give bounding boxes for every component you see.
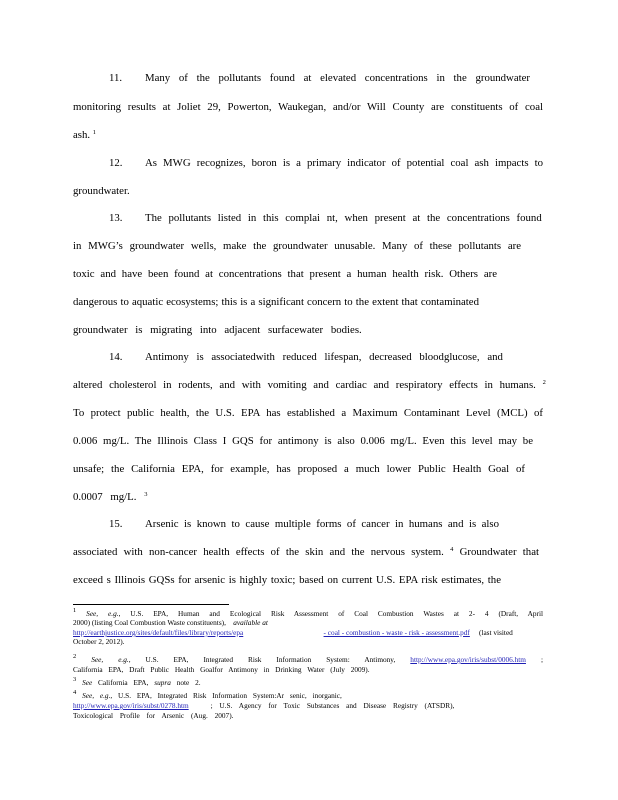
paragraph-13-line-2: in MWG’s groundwater wells, make the groundwater unusable. Many of these pollutants are [73, 240, 521, 252]
footnote-1-link[interactable]: http://earthjustice.org/sites/default/files/library/reports/epa [73, 628, 244, 637]
footnote-ref-3[interactable]: 3 [144, 491, 148, 498]
footnote-1-link-cont[interactable]: - coal - combustion - waste - risk - assessment.pdf [323, 628, 470, 637]
footnote-4-line-1: $^4$ See, e.g., U.S. EPA, Integrated Risk Information System:Ar senic, inorganic, [73, 689, 342, 700]
paragraph-13-line-3: toxic and have been found at concentrations that present a human health risk. Others are [73, 268, 497, 280]
footnote-separator [73, 604, 229, 605]
footnote-ref-4[interactable]: 4 [450, 546, 454, 553]
footnote-1-line-4: October 2, 2012). [73, 637, 125, 646]
paragraph-11-line-2: monitoring results at Joliet 29, Powerton, Waukegan, and/or Will County are constituents of coal [73, 101, 543, 113]
footnote-2-line-1: $^2$ See, e.g., U.S. EPA, Integrated Risk Information System: Antimony, http://www.epa.gov/iris/subst/0006.htm ; [73, 653, 543, 664]
footnote-1-line-2: 2000) (listing Coal Combustion Waste constituents), available at [73, 618, 268, 627]
footnote-4-line-3: Toxicological Profile for Arsenic (Aug. 2007). [73, 711, 234, 720]
footnote-ref-1[interactable]: 1 [92, 129, 97, 136]
footnote-1-line-1: $^1$ See, e.g., U.S. EPA, Human and Ecological Risk Assessment of Coal Combustion Wastes at 2- 4 (Draft, April [73, 607, 544, 618]
footnote-4-link[interactable]: http://www.epa.gov/iris/subst/0278.htm [73, 701, 189, 710]
paragraph-number: 15. [109, 518, 123, 530]
paragraph-14-line-5: unsafe; the California EPA, for example, has proposed a much lower Public Health Goal of [73, 463, 525, 475]
paragraph-15-line-2: associated with non-cancer health effects of the skin and the nervous system. $^4$ Groundwater that [73, 546, 539, 558]
footnote-3: $^3$ See California EPA, supra note 2. [73, 676, 201, 687]
paragraph-14-line-2: altered cholesterol in rodents, and with vomiting and cardiac and respiratory effects in humans. $^2$ [73, 379, 546, 391]
paragraph-12-line-1: 12. As MWG recognizes, boron is a primary indicator of potential coal ash impacts to [109, 157, 543, 169]
paragraph-13-line-4: dangerous to aquatic ecosystems; this is a significant concern to the extent that contaminated [73, 296, 479, 308]
paragraph-15-line-1: 15. Arsenic is known to cause multiple forms of cancer in humans and is also [109, 518, 499, 530]
paragraph-14-line-4: 0.006 mg/L. The Illinois Class I GQS for antimony is also 0.006 mg/L. Even this level may be [73, 435, 533, 447]
paragraph-11-line-1: 11. Many of the pollutants found at elevated concentrations in the groundwater [109, 72, 531, 84]
paragraph-14-line-6: 0.0007 mg/L. $^3$ [73, 491, 148, 503]
footnote-1-line-3: http://earthjustice.org/sites/default/files/library/reports/epa - coal - combustion - waste - risk - assessment.pdf (last visited [73, 628, 513, 637]
paragraph-number: 13. [109, 212, 123, 224]
footnote-ref-2[interactable]: 2 [542, 379, 546, 386]
paragraph-13-line-1: 13. The pollutants listed in this complai nt, when present at the concentrations found [109, 212, 542, 224]
footnote-2-line-2: California EPA, Draft Public Health Goalfor Antimony in Drinking Water (July 2009). [73, 665, 370, 674]
paragraph-14-line-1: 14. Antimony is associatedwith reduced lifespan, decreased bloodglucose, and [109, 351, 503, 363]
paragraph-15-line-3: exceed s Illinois GQSs for arsenic is highly toxic; based on current U.S. EPA risk estimates, the [73, 574, 501, 586]
paragraph-14-line-3: To protect public health, the U.S. EPA has established a Maximum Contaminant Level (MCL) of [73, 407, 543, 419]
paragraph-number: 11. [109, 72, 123, 84]
paragraph-12-line-2: groundwater. [73, 185, 130, 197]
footnote-2-link[interactable]: http://www.epa.gov/iris/subst/0006.htm [410, 655, 526, 664]
paragraph-11-line-3: ash. $^1$ [73, 129, 97, 141]
paragraph-number: 12. [109, 157, 123, 169]
paragraph-13-line-5: groundwater is migrating into adjacent surfacewater bodies. [73, 324, 362, 336]
paragraph-number: 14. [109, 351, 123, 363]
footnote-4-line-2: http://www.epa.gov/iris/subst/0278.htm ; U.S. Agency for Toxic Substances and Disease Registry (ATSDR), [73, 701, 455, 710]
